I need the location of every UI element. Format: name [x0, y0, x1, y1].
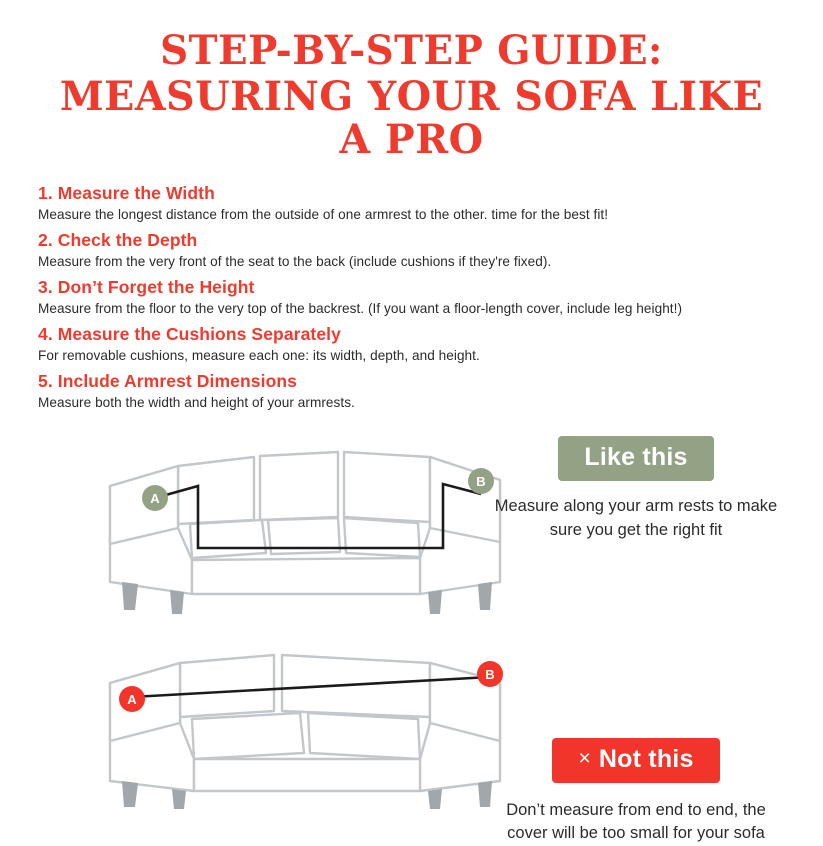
step-1-heading: 1. Measure the Width — [38, 183, 215, 204]
title-line-2: MEASURING YOUR SOFA LIKE A PRO — [59, 73, 764, 163]
svg-text:A: A — [150, 491, 160, 507]
sofa-illustrations — [38, 424, 528, 816]
example-bad — [491, 738, 781, 846]
examples-captions — [491, 436, 781, 846]
step-2-description: Measure from the very front of the seat to the back (include cushions if they're fixed). — [38, 254, 552, 270]
steps-list — [38, 183, 785, 410]
step-4-heading: 4. Measure the Cushions Separately — [38, 324, 341, 345]
step-5-description: Measure both the width and height of your armrests. — [38, 395, 355, 411]
step-item-1 — [38, 183, 785, 222]
step-4-description: For removable cushions, measure each one: its width, depth, and height. — [38, 348, 480, 364]
step-3-heading: 3. Don’t Forget the Height — [38, 277, 255, 298]
caption-not-this: Don’t measure from end to end, the cover will be too small for your sofa — [506, 801, 766, 843]
close-icon: × — [578, 747, 591, 771]
title-line-1: STEP-BY-STEP GUIDE: — [160, 27, 663, 74]
step-item-3 — [38, 277, 785, 316]
caption-spacer — [491, 542, 781, 738]
examples-section — [38, 424, 785, 843]
caption-like-this: Measure along your arm rests to make sure you get the right fit — [494, 497, 778, 539]
badge-not-this-label: Not this — [598, 745, 694, 774]
badge-not-this — [552, 738, 719, 783]
sofa-diagram-incorrect — [38, 631, 528, 811]
page-title — [38, 27, 785, 163]
svg-text:B: B — [485, 667, 495, 683]
step-3-description: Measure from the floor to the very top of the backrest. (If you want a floor-length cover, include leg height!) — [38, 301, 683, 317]
example-good — [491, 436, 781, 542]
badge-like-this: Like this — [558, 436, 713, 481]
sofa-diagram-correct — [38, 424, 528, 620]
svg-text:A: A — [127, 692, 137, 708]
step-1-description: Measure the longest distance from the outside of one armrest to the other. time for the best fit! — [38, 207, 609, 223]
step-item-5 — [38, 371, 785, 410]
svg-text:B: B — [476, 474, 486, 490]
step-2-heading: 2. Check the Depth — [38, 230, 198, 251]
step-item-4 — [38, 324, 785, 363]
step-item-2 — [38, 230, 785, 269]
step-5-heading: 5. Include Armrest Dimensions — [38, 371, 297, 392]
